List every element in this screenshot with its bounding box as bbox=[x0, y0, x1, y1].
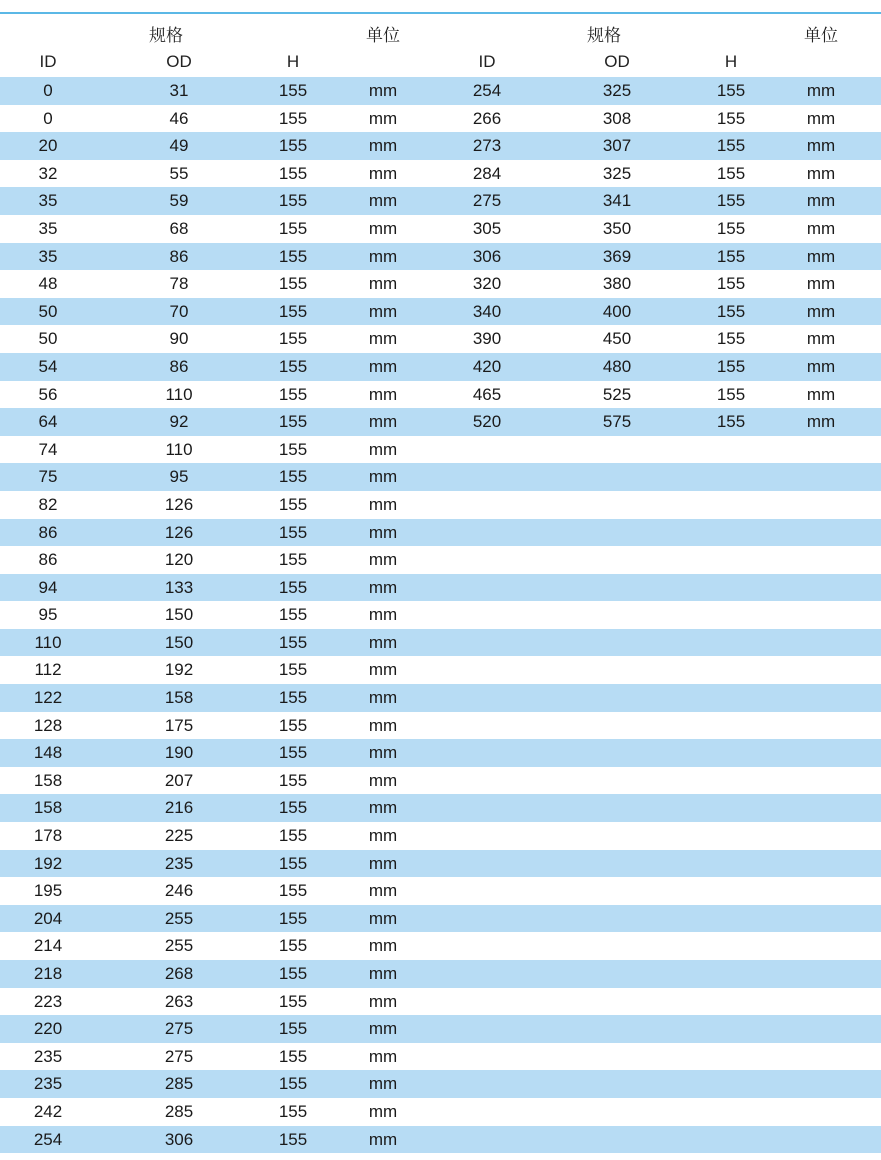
right-id-cell: 465 bbox=[472, 384, 502, 404]
left-unit-cell: mm bbox=[368, 632, 398, 652]
left-h-cell: 155 bbox=[278, 467, 308, 487]
left-od-cell: 192 bbox=[164, 660, 194, 680]
left-unit-cell: mm bbox=[368, 577, 398, 597]
left-unit-cell: mm bbox=[368, 467, 398, 487]
left-h-cell: 155 bbox=[278, 439, 308, 459]
left-h-cell: 155 bbox=[278, 964, 308, 983]
right-h-cell: 155 bbox=[716, 81, 746, 100]
left-id-cell: 204 bbox=[33, 908, 63, 928]
left-od-cell: 207 bbox=[164, 770, 194, 790]
left-od-cell: 158 bbox=[164, 688, 194, 708]
left-id-cell: 158 bbox=[33, 798, 63, 818]
table-header bbox=[0, 20, 881, 76]
left-unit-cell: mm bbox=[368, 136, 398, 156]
left-id-cell: 32 bbox=[38, 163, 58, 183]
table-row bbox=[0, 1043, 881, 1071]
right-unit-cell: mm bbox=[806, 163, 836, 183]
left-h-cell: 155 bbox=[278, 632, 308, 652]
left-unit-cell: mm bbox=[368, 356, 398, 376]
table-row bbox=[0, 1070, 881, 1098]
table-row bbox=[0, 877, 881, 905]
left-od-cell: 55 bbox=[169, 163, 189, 183]
right-id-header: ID bbox=[478, 52, 496, 71]
left-id-cell: 178 bbox=[33, 826, 63, 846]
right-od-cell: 341 bbox=[602, 191, 632, 211]
left-od-cell: 225 bbox=[164, 826, 194, 846]
right-h-cell: 155 bbox=[716, 108, 746, 128]
left-unit-cell: mm bbox=[368, 439, 398, 459]
left-h-cell: 155 bbox=[278, 301, 308, 321]
left-id-cell: 75 bbox=[38, 467, 58, 487]
right-id-cell: 420 bbox=[472, 356, 502, 376]
right-id-cell: 284 bbox=[472, 163, 502, 183]
left-od-cell: 255 bbox=[164, 936, 194, 956]
left-id-cell: 0 bbox=[43, 108, 53, 128]
table-row bbox=[0, 1098, 881, 1126]
right-od-cell: 525 bbox=[602, 384, 632, 404]
left-h-cell: 155 bbox=[278, 826, 308, 846]
table-row bbox=[0, 629, 881, 657]
left-h-cell: 155 bbox=[278, 329, 308, 349]
right-od-cell: 450 bbox=[602, 329, 632, 349]
right-unit-header: 单位 bbox=[804, 26, 838, 45]
left-id-cell: 242 bbox=[33, 1101, 63, 1121]
right-unit-cell: mm bbox=[806, 329, 836, 349]
left-od-cell: 59 bbox=[169, 191, 189, 211]
right-od-cell: 350 bbox=[602, 218, 632, 238]
table-row bbox=[0, 850, 881, 878]
table-row bbox=[0, 187, 881, 215]
left-unit-cell: mm bbox=[368, 743, 398, 763]
table-row bbox=[0, 77, 881, 105]
left-unit-cell: mm bbox=[368, 412, 398, 432]
table-row bbox=[0, 132, 881, 160]
right-unit-cell: mm bbox=[806, 412, 836, 432]
left-id-cell: 56 bbox=[38, 384, 58, 404]
table-row bbox=[0, 519, 881, 547]
left-od-cell: 306 bbox=[164, 1129, 194, 1149]
left-od-cell: 110 bbox=[165, 439, 193, 459]
left-h-cell: 155 bbox=[278, 1046, 308, 1066]
right-unit-cell: mm bbox=[806, 191, 836, 211]
left-unit-cell: mm bbox=[368, 715, 398, 735]
table-row bbox=[0, 298, 881, 326]
right-od-header: OD bbox=[604, 52, 630, 71]
left-id-cell: 86 bbox=[38, 550, 58, 570]
left-h-cell: 155 bbox=[278, 522, 308, 542]
right-id-cell: 520 bbox=[472, 412, 502, 432]
left-h-cell: 155 bbox=[278, 81, 308, 100]
left-h-cell: 155 bbox=[278, 1074, 308, 1094]
table-row bbox=[0, 1126, 881, 1154]
table-row bbox=[0, 381, 881, 409]
right-id-cell: 306 bbox=[472, 246, 502, 266]
table-row bbox=[0, 243, 881, 271]
right-h-cell: 155 bbox=[716, 191, 746, 211]
right-h-cell: 155 bbox=[716, 301, 746, 321]
left-unit-header: 单位 bbox=[366, 26, 400, 45]
left-h-cell: 155 bbox=[278, 136, 308, 156]
left-id-cell: 158 bbox=[33, 770, 63, 790]
left-id-cell: 220 bbox=[33, 1019, 63, 1039]
table-row bbox=[0, 160, 881, 188]
left-h-cell: 155 bbox=[278, 218, 308, 238]
right-od-cell: 369 bbox=[602, 246, 632, 266]
left-od-cell: 126 bbox=[164, 522, 194, 542]
right-unit-cell: mm bbox=[806, 136, 836, 156]
left-unit-cell: mm bbox=[368, 1129, 398, 1149]
left-h-cell: 155 bbox=[278, 605, 308, 625]
left-od-cell: 78 bbox=[169, 274, 189, 294]
left-h-cell: 155 bbox=[278, 1129, 308, 1149]
table-row bbox=[0, 822, 881, 850]
left-od-cell: 110 bbox=[165, 384, 193, 404]
left-unit-cell: mm bbox=[368, 853, 398, 873]
right-h-cell: 155 bbox=[716, 163, 746, 183]
left-od-cell: 216 bbox=[164, 798, 194, 818]
left-h-cell: 155 bbox=[278, 274, 308, 294]
left-od-cell: 235 bbox=[164, 853, 194, 873]
left-unit-cell: mm bbox=[368, 384, 398, 404]
table-row bbox=[0, 408, 881, 436]
left-unit-cell: mm bbox=[368, 1074, 398, 1094]
table-row bbox=[0, 684, 881, 712]
right-h-cell: 155 bbox=[716, 218, 746, 238]
right-unit-cell: mm bbox=[806, 218, 836, 238]
left-od-cell: 120 bbox=[164, 550, 194, 570]
right-h-cell: 155 bbox=[716, 384, 746, 404]
left-unit-cell: mm bbox=[368, 246, 398, 266]
left-id-cell: 82 bbox=[38, 494, 58, 514]
left-unit-cell: mm bbox=[368, 936, 398, 956]
left-unit-cell: mm bbox=[368, 329, 398, 349]
left-od-header: OD bbox=[166, 52, 192, 71]
left-od-cell: 90 bbox=[169, 329, 189, 349]
left-id-cell: 50 bbox=[38, 301, 58, 321]
left-id-cell: 148 bbox=[33, 743, 63, 763]
left-od-cell: 285 bbox=[164, 1074, 194, 1094]
left-id-cell: 64 bbox=[38, 412, 58, 432]
left-od-cell: 46 bbox=[169, 108, 189, 128]
table-row bbox=[0, 105, 881, 133]
left-id-cell: 218 bbox=[33, 964, 63, 983]
left-od-cell: 190 bbox=[164, 743, 194, 763]
left-unit-cell: mm bbox=[368, 494, 398, 514]
right-id-cell: 275 bbox=[472, 191, 502, 211]
table-row bbox=[0, 215, 881, 243]
right-id-cell: 320 bbox=[472, 274, 502, 294]
left-unit-cell: mm bbox=[368, 798, 398, 818]
right-h-cell: 155 bbox=[716, 274, 746, 294]
right-id-cell: 254 bbox=[472, 81, 502, 100]
right-id-cell: 305 bbox=[472, 218, 502, 238]
left-unit-cell: mm bbox=[368, 660, 398, 680]
left-h-cell: 155 bbox=[278, 577, 308, 597]
left-unit-cell: mm bbox=[368, 1019, 398, 1039]
left-id-cell: 214 bbox=[33, 936, 63, 956]
left-unit-cell: mm bbox=[368, 964, 398, 983]
left-h-cell: 155 bbox=[278, 163, 308, 183]
left-id-cell: 35 bbox=[38, 191, 58, 211]
table-row bbox=[0, 905, 881, 933]
right-od-cell: 575 bbox=[602, 412, 632, 432]
table-row bbox=[0, 1015, 881, 1043]
left-h-cell: 155 bbox=[278, 798, 308, 818]
left-unit-cell: mm bbox=[368, 1046, 398, 1066]
left-unit-cell: mm bbox=[368, 191, 398, 211]
left-unit-cell: mm bbox=[368, 605, 398, 625]
right-unit-cell: mm bbox=[806, 301, 836, 321]
left-id-cell: 235 bbox=[33, 1046, 63, 1066]
left-h-cell: 155 bbox=[278, 991, 308, 1011]
left-h-cell: 155 bbox=[278, 108, 308, 128]
table-row bbox=[0, 739, 881, 767]
right-spec-group-label: 规格 bbox=[587, 26, 621, 45]
right-h-cell: 155 bbox=[716, 356, 746, 376]
left-od-cell: 275 bbox=[164, 1046, 194, 1066]
left-unit-cell: mm bbox=[368, 522, 398, 542]
left-id-cell: 74 bbox=[38, 439, 58, 459]
right-od-cell: 308 bbox=[602, 108, 632, 128]
left-id-cell: 20 bbox=[38, 136, 58, 156]
spec-table-body bbox=[0, 77, 881, 1153]
left-h-cell: 155 bbox=[278, 356, 308, 376]
left-od-cell: 275 bbox=[164, 1019, 194, 1039]
table-row bbox=[0, 270, 881, 298]
left-id-cell: 223 bbox=[33, 991, 63, 1011]
left-id-cell: 48 bbox=[38, 274, 58, 294]
table-row bbox=[0, 436, 881, 464]
left-h-cell: 155 bbox=[278, 743, 308, 763]
left-od-cell: 150 bbox=[164, 605, 194, 625]
left-unit-cell: mm bbox=[368, 163, 398, 183]
table-row bbox=[0, 794, 881, 822]
left-od-cell: 95 bbox=[169, 467, 189, 487]
left-unit-cell: mm bbox=[368, 770, 398, 790]
left-id-cell: 86 bbox=[38, 522, 58, 542]
left-h-cell: 155 bbox=[278, 1019, 308, 1039]
left-h-cell: 155 bbox=[278, 191, 308, 211]
right-id-cell: 273 bbox=[472, 136, 502, 156]
left-id-cell: 128 bbox=[33, 715, 63, 735]
right-id-cell: 390 bbox=[472, 329, 502, 349]
left-od-cell: 175 bbox=[164, 715, 194, 735]
left-unit-cell: mm bbox=[368, 991, 398, 1011]
right-od-cell: 325 bbox=[602, 163, 632, 183]
left-od-cell: 133 bbox=[164, 577, 194, 597]
right-unit-cell: mm bbox=[806, 246, 836, 266]
left-id-cell: 94 bbox=[38, 577, 58, 597]
left-od-cell: 49 bbox=[169, 136, 189, 156]
table-row bbox=[0, 601, 881, 629]
left-od-cell: 285 bbox=[164, 1101, 194, 1121]
left-id-cell: 0 bbox=[43, 81, 53, 100]
table-row bbox=[0, 463, 881, 491]
left-id-cell: 95 bbox=[38, 605, 58, 625]
left-id-header: ID bbox=[39, 52, 57, 71]
left-id-cell: 122 bbox=[33, 688, 63, 708]
left-unit-cell: mm bbox=[368, 881, 398, 901]
left-od-cell: 70 bbox=[169, 301, 189, 321]
left-od-cell: 68 bbox=[169, 218, 189, 238]
table-row bbox=[0, 960, 881, 988]
top-rule bbox=[0, 12, 881, 14]
left-unit-cell: mm bbox=[368, 108, 398, 128]
left-h-cell: 155 bbox=[278, 936, 308, 956]
left-unit-cell: mm bbox=[368, 826, 398, 846]
table-row bbox=[0, 353, 881, 381]
right-unit-cell: mm bbox=[806, 356, 836, 376]
left-unit-cell: mm bbox=[368, 81, 398, 100]
right-unit-cell: mm bbox=[806, 384, 836, 404]
left-h-cell: 155 bbox=[278, 1101, 308, 1121]
left-od-cell: 86 bbox=[169, 356, 189, 376]
left-h-cell: 155 bbox=[278, 384, 308, 404]
left-id-cell: 112 bbox=[34, 660, 62, 680]
left-id-cell: 235 bbox=[33, 1074, 63, 1094]
left-h-cell: 155 bbox=[278, 550, 308, 570]
right-unit-cell: mm bbox=[806, 108, 836, 128]
left-h-cell: 155 bbox=[278, 246, 308, 266]
right-od-cell: 325 bbox=[602, 81, 632, 100]
right-id-cell: 340 bbox=[472, 301, 502, 321]
table-row bbox=[0, 656, 881, 684]
table-row bbox=[0, 932, 881, 960]
left-unit-cell: mm bbox=[368, 688, 398, 708]
right-h-cell: 155 bbox=[716, 246, 746, 266]
right-od-cell: 400 bbox=[602, 301, 632, 321]
left-unit-cell: mm bbox=[368, 274, 398, 294]
left-unit-cell: mm bbox=[368, 301, 398, 321]
left-h-cell: 155 bbox=[278, 715, 308, 735]
left-od-cell: 86 bbox=[169, 246, 189, 266]
right-h-cell: 155 bbox=[716, 412, 746, 432]
left-od-cell: 246 bbox=[164, 881, 194, 901]
left-h-cell: 155 bbox=[278, 412, 308, 432]
left-od-cell: 126 bbox=[164, 494, 194, 514]
left-od-cell: 263 bbox=[164, 991, 194, 1011]
table-row bbox=[0, 546, 881, 574]
left-id-cell: 195 bbox=[33, 881, 63, 901]
table-row bbox=[0, 574, 881, 602]
right-unit-cell: mm bbox=[806, 81, 836, 100]
left-h-cell: 155 bbox=[278, 660, 308, 680]
left-unit-cell: mm bbox=[368, 550, 398, 570]
right-h-cell: 155 bbox=[716, 329, 746, 349]
left-h-cell: 155 bbox=[278, 853, 308, 873]
left-id-cell: 35 bbox=[38, 246, 58, 266]
left-id-cell: 110 bbox=[34, 632, 62, 652]
left-id-cell: 50 bbox=[38, 329, 58, 349]
right-id-cell: 266 bbox=[472, 108, 502, 128]
left-od-cell: 92 bbox=[169, 412, 189, 432]
table-row bbox=[0, 712, 881, 740]
left-id-cell: 54 bbox=[38, 356, 58, 376]
left-od-cell: 150 bbox=[164, 632, 194, 652]
left-spec-group-label: 规格 bbox=[149, 26, 183, 45]
left-id-cell: 35 bbox=[38, 218, 58, 238]
left-od-cell: 268 bbox=[164, 964, 194, 983]
left-unit-cell: mm bbox=[368, 908, 398, 928]
right-unit-cell: mm bbox=[806, 274, 836, 294]
right-h-cell: 155 bbox=[716, 136, 746, 156]
left-od-cell: 255 bbox=[164, 908, 194, 928]
left-id-cell: 192 bbox=[33, 853, 63, 873]
left-id-cell: 254 bbox=[33, 1129, 63, 1149]
right-h-header: H bbox=[724, 52, 738, 71]
table-row bbox=[0, 767, 881, 795]
table-row bbox=[0, 988, 881, 1016]
left-unit-cell: mm bbox=[368, 218, 398, 238]
right-od-cell: 307 bbox=[602, 136, 632, 156]
left-h-cell: 155 bbox=[278, 770, 308, 790]
left-h-cell: 155 bbox=[278, 908, 308, 928]
right-od-cell: 380 bbox=[602, 274, 632, 294]
left-h-cell: 155 bbox=[278, 494, 308, 514]
table-row bbox=[0, 491, 881, 519]
table-row bbox=[0, 325, 881, 353]
right-od-cell: 480 bbox=[602, 356, 632, 376]
left-h-header: H bbox=[286, 52, 300, 71]
left-h-cell: 155 bbox=[278, 881, 308, 901]
left-unit-cell: mm bbox=[368, 1101, 398, 1121]
left-h-cell: 155 bbox=[278, 688, 308, 708]
left-od-cell: 31 bbox=[169, 81, 189, 100]
